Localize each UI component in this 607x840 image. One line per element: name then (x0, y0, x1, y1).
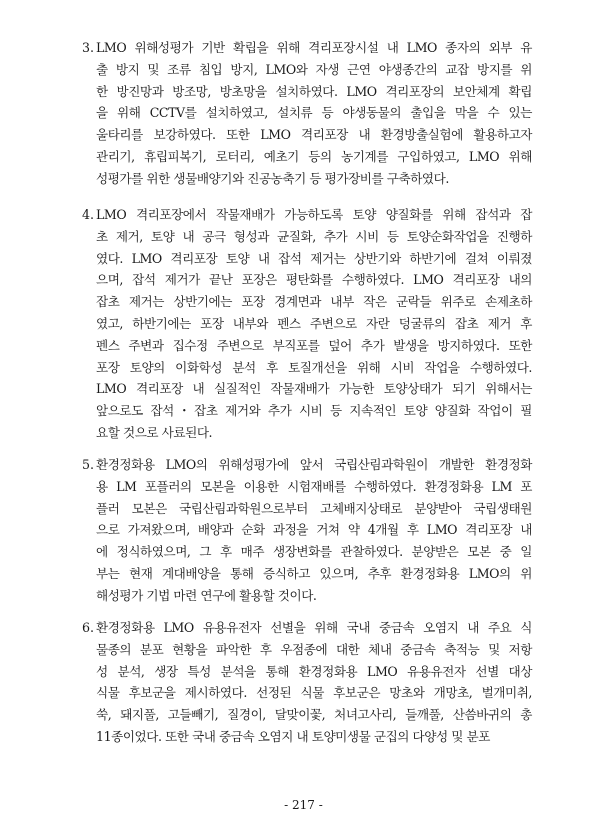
paragraph-text (96, 204, 532, 444)
text-line: 환경정화용 LMO의 위해성평가에 앞서 국립산림과학원이 개발한 환경정화 (96, 457, 532, 472)
text-line: 앞으로도 잡석・잡초 제거와 추가 시비 등 지속적인 토양 양질화 작업이 필 (96, 403, 532, 419)
paragraph-text (96, 454, 532, 607)
paragraph-text (96, 37, 532, 190)
text-line: 부는 현재 계대배양을 통해 증식하고 있으며, 추후 환경정화용 LMO의 위 (96, 565, 532, 581)
text-line: 용 LM 포플러의 모본을 이용한 시험재배를 수행하였다. 환경정화용 LM 포 (96, 478, 532, 494)
text-line: 초 제거, 토양 내 공극 형성과 균질화, 추가 시비 등 토양순화작업을 진행하 (96, 228, 532, 244)
page-number: - 217 - (284, 798, 323, 812)
text-line: 포장 토양의 이화학성 분석 후 토질개선을 위해 시비 작업을 수행하였다. (96, 359, 532, 375)
paragraph-number: 4. (82, 207, 95, 222)
text-line: 으며, 잡석 제거가 끝난 포장은 평탄화를 수행하였다. LMO 격리포장 내의 (96, 272, 532, 288)
text-line: 으로 가져왔으며, 배양과 순화 과정을 거쳐 약 4개월 후 LMO 격리포장 내 (96, 522, 532, 538)
text-line: 해성평가 기법 마련 연구에 활용할 것이다. (96, 587, 317, 603)
paragraph-number: 6. (82, 620, 95, 635)
text-line: LMO 위해성평가 기반 확립을 위해 격리포장시설 내 LMO 종자의 외부 유 (96, 40, 532, 55)
text-line: 을 위해 CCTV를 설치하였고, 설치류 등 야생동물의 출입을 막을 수 있는 (96, 105, 532, 121)
text-line: 출 방지 및 조류 침입 방지, LMO와 자생 근연 야생종간의 교잡 방지를 위 (96, 61, 532, 77)
text-line: 성평가를 위한 생물배양기와 진공농축기 등 평가장비를 구축하였다. (96, 170, 449, 186)
text-line: 관리기, 휴립피복기, 로터리, 예초기 등의 농기계를 구입하였고, LMO 위해 (96, 148, 532, 164)
text-line: 였고, 하반기에는 포장 내부와 펜스 주변으로 자란 덩굴류의 잡초 제거 후 (96, 315, 532, 331)
text-line: 환경정화용 LMO 유용유전자 선별을 위해 국내 중금속 오염지 내 주요 식 (96, 620, 532, 635)
text-line: 울타리를 보강하였다. 또한 LMO 격리포장 내 환경방출실험에 활용하고자 (96, 127, 532, 143)
paragraph-text (96, 617, 532, 748)
text-line: 한 방진망과 방조망, 방초망을 설치하였다. LMO 격리포장의 보안체계 확립 (96, 83, 532, 99)
text-line: 쑥, 돼지풀, 고들빼기, 질경이, 달맞이꽃, 처녀고사리, 들깨풀, 산씀바귀의 총 (96, 707, 532, 723)
text-line: 였다. LMO 격리포장 토양 내 잡석 제거는 상반기와 하반기에 걸쳐 이뤄졌 (96, 250, 532, 266)
paragraph-number: 5. (82, 457, 95, 472)
text-line: 펜스 주변과 집수정 주변으로 부직포를 덮어 추가 발생을 방지하였다. 또한 (96, 337, 532, 353)
text-line: 에 정식하였으며, 그 후 매주 생장변화를 관찰하였다. 분양받은 모본 중 일 (96, 544, 532, 560)
text-line: LMO 격리포장 내 실질적인 작물재배가 가능한 토양상태가 되기 위해서는 (96, 381, 532, 397)
text-line: 잡초 제거는 상반기에는 포장 경계면과 내부 작은 군락들 위주로 손제초하 (96, 294, 532, 310)
text-line: 플러 모본은 국립산림과학원으로부터 고체배지상태로 분양받아 국립생태원 (96, 500, 532, 516)
text-line: 요할 것으로 사료된다. (96, 424, 213, 440)
paragraph-number: 3. (82, 40, 95, 55)
text-line: LMO 격리포장에서 작물재배가 가능하도록 토양 양질화를 위해 잡석과 잡 (96, 207, 532, 222)
text-line: 성 분석, 생장 특성 분석을 통해 환경정화용 LMO 유용유전자 선별 대상 (96, 663, 532, 679)
text-line: 물종의 분포 현황을 파악한 후 우점종에 대한 체내 중금속 축적능 및 저항 (96, 641, 532, 657)
text-line: 식물 후보군을 제시하였다. 선정된 식물 후보군은 망초와 개망초, 벌개미취, (96, 685, 532, 701)
text-line: 11종이었다. 또한 국내 중금속 오염지 내 토양미생물 군집의 다양성 및 분포 (96, 728, 490, 744)
